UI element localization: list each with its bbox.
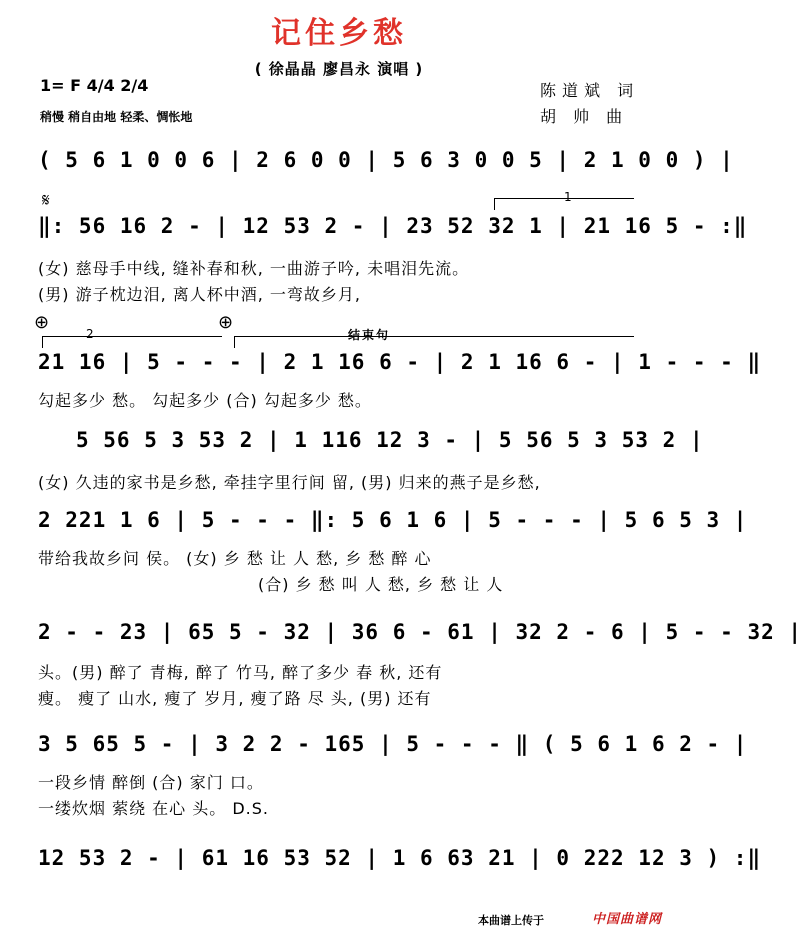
lyric-row-3: 勾起多少 愁。 勾起多少 (合) 勾起多少 愁。 [38, 391, 372, 410]
volta-label-2: 2 [86, 327, 94, 341]
score-row-7: 3 5 65 5 - | 3 2 2 - 165 | 5 - - - ‖ ( 5 6 1 6 2 - | [38, 732, 748, 756]
tempo-marking: 稍慢 稍自由地 轻柔、惆怅地 [40, 110, 193, 124]
volta-label-1: 1 [564, 190, 572, 204]
score-row-8: 12 53 2 - | 61 16 53 52 | 1 6 63 21 | 0 222 12 3 ) :‖ [38, 846, 762, 870]
segno-mark: 𝄋 [42, 190, 50, 211]
score-row-4: 5 56 5 3 53 2 | 1 116 12 3 - | 5 56 5 3 53 2 | [76, 428, 704, 452]
score-row-6: 2 - - 23 | 65 5 - 32 | 36 6 - 61 | 32 2 - 6 | 5 - - 32 | [38, 620, 802, 644]
score-row-5: 2 221 1 6 | 5 - - - ‖: 5 6 1 6 | 5 - - - | 5 6 5 3 | [38, 508, 748, 532]
performers: ( 徐晶晶 廖昌永 演唱 ) [254, 60, 424, 78]
volta-bracket-2 [42, 336, 222, 337]
lyric-row-2b: (男) 游子枕边泪, 离人杯中酒, 一弯故乡月, [38, 285, 362, 304]
volta-bracket-2-edge [42, 336, 43, 348]
ending-bracket [234, 336, 634, 337]
lyric-row-5b: (合) 乡 愁 叫 人 愁, 乡 愁 让 人 [258, 575, 504, 594]
lyric-row-7a: 一段乡情 醉倒 (合) 家门 口。 [38, 773, 264, 792]
score-row-2: ‖: 56 16 2 - | 12 53 2 - | 23 52 32 1 | 21 16 5 - :‖ [38, 214, 748, 238]
score-row-1: ( 5 6 1 0 0 6 | 2 6 0 0 | 5 6 3 0 0 5 | 2 1 0 0 ) | [38, 148, 734, 172]
lyric-row-6a: 头。(男) 醉了 青梅, 醉了 竹马, 醉了多少 春 秋, 还有 [38, 663, 443, 682]
upload-note: 本曲谱上传于 [478, 914, 544, 927]
lyric-row-5a: 带给我故乡问 侯。 (女) 乡 愁 让 人 愁, 乡 愁 醉 心 [38, 549, 432, 568]
lyric-row-7b: 一缕炊烟 萦绕 在心 头。 D.S. [38, 799, 269, 818]
site-logo[interactable]: 中国曲谱网 [592, 912, 663, 927]
ending-label: 结束句 [348, 328, 391, 342]
lyricist: 陈道斌 词 [540, 81, 640, 100]
lyric-row-6b: 瘦。 瘦了 山水, 瘦了 岁月, 瘦了路 尽 头, (男) 还有 [38, 689, 432, 708]
lyric-row-4: (女) 久违的家书是乡愁, 牵挂字里行间 留, (男) 归来的燕子是乡愁, [38, 473, 541, 492]
coda-mark: ⊕ [34, 312, 50, 333]
song-title: 记住乡愁 [271, 16, 407, 51]
composer: 胡 帅 曲 [540, 107, 629, 126]
score-row-3: 21 16 | 5 - - - | 2 1 16 6 - | 2 1 16 6 - | 1 - - - ‖ [38, 350, 762, 374]
key-signature: 1= F 4/4 2/4 [40, 76, 149, 95]
lyric-row-2a: (女) 慈母手中线, 缝补春和秋, 一曲游子吟, 未唱泪先流。 [38, 259, 470, 278]
coda-mark-2: ⊕ [218, 312, 234, 333]
volta-bracket-1-edge [494, 198, 495, 210]
ending-bracket-edge [234, 336, 235, 348]
